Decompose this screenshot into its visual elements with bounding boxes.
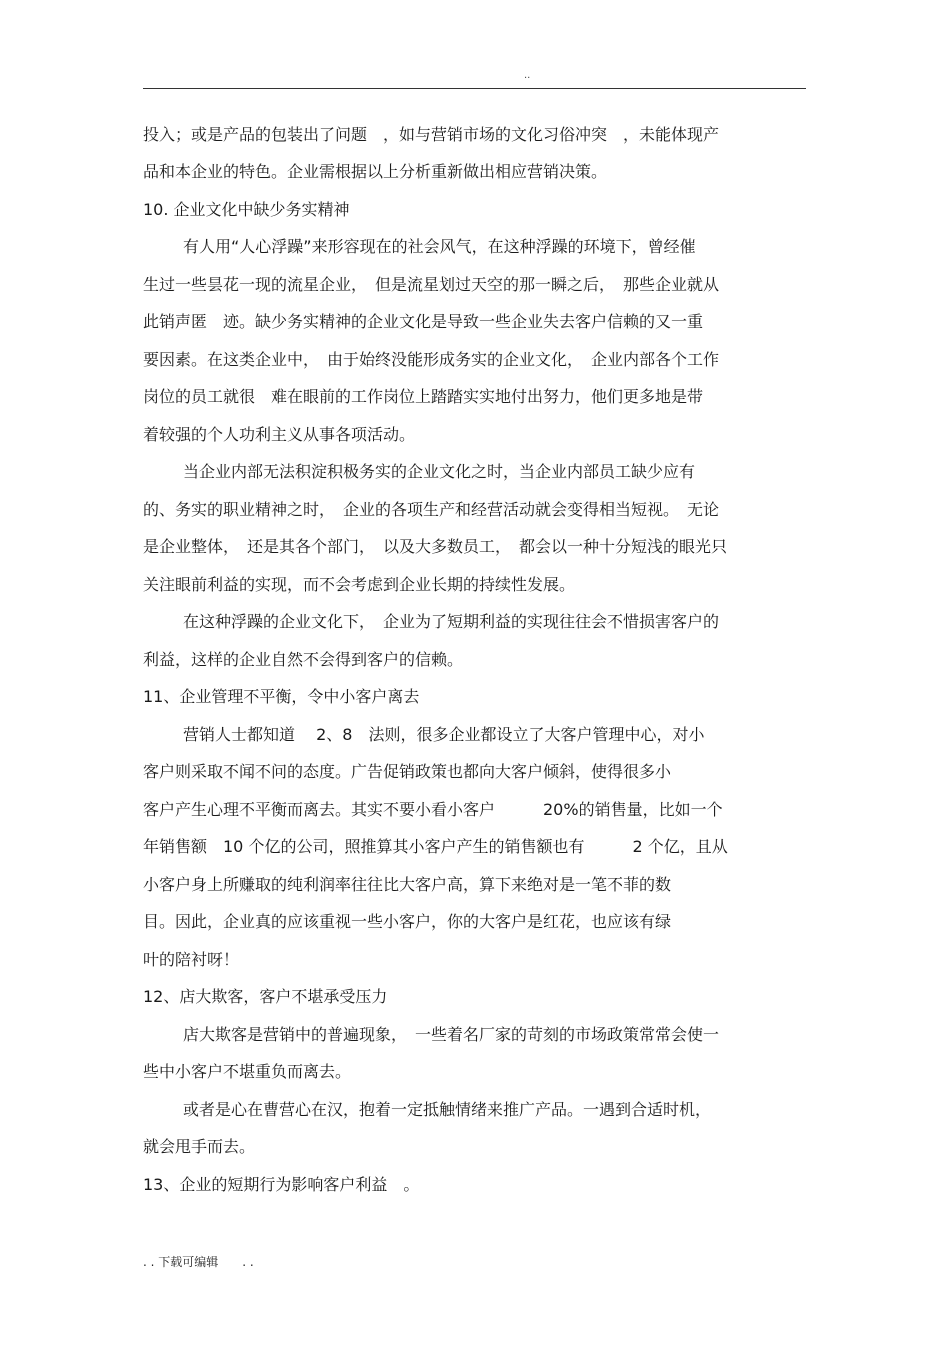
text-line: 年销售额 10 个亿的公司，照推算其小客户产生的销售额也有 2 个亿，且从	[143, 837, 728, 856]
header-rule	[143, 88, 806, 89]
text-line: 在这种浮躁的企业文化下， 企业为了短期利益的实现往往会不惜损害客户的	[183, 612, 720, 631]
text-line: 叶的陪衬呀！	[143, 950, 240, 969]
text-line: 些中小客户不堪重负而离去。	[143, 1062, 352, 1081]
text-line: 营销人士都知道 2、8 法则，很多企业都设立了大客户管理中心，对小	[183, 725, 705, 744]
text-line: 的、务实的职业精神之时， 企业的各项生产和经营活动就会变得相当短视。 无论	[143, 500, 720, 519]
section-heading-12: 12、店大欺客，客户不堪承受压力	[143, 987, 388, 1006]
text-line: 品和本企业的特色。企业需根据以上分析重新做出相应营销决策。	[143, 162, 608, 181]
text-line: 或者是心在曹营心在汉，抱着一定抵触情绪来推广产品。一遇到合适时机，	[183, 1100, 712, 1119]
text-line: 着较强的个人功利主义从事各项活动。	[143, 425, 416, 444]
text-line: 生过一些昙花一现的流星企业， 但是流星划过天空的那一瞬之后， 那些企业就从	[143, 275, 720, 294]
text-line: 有人用“人心浮躁”来形容现在的社会风气，在这种浮躁的环境下，曾经催	[183, 237, 696, 256]
text-line: 关注眼前利益的实现，而不会考虑到企业长期的持续性发展。	[143, 575, 576, 594]
text-line: 客户产生心理不平衡而离去。其实不要小看小客户 20%的销售量，比如一个	[143, 800, 723, 819]
section-heading-11: 11、企业管理不平衡，令中小客户离去	[143, 687, 420, 706]
text-line: 就会甩手而去。	[143, 1137, 256, 1156]
text-line: 岗位的员工就很 难在眼前的工作岗位上踏踏实实地付出努力，他们更多地是带	[143, 387, 704, 406]
text-line: 利益，这样的企业自然不会得到客户的信赖。	[143, 650, 464, 669]
text-line: 此销声匿 迹。缺少务实精神的企业文化是导致一些企业失去客户信赖的又一重	[143, 312, 704, 331]
section-heading-13: 13、企业的短期行为影响客户利益 。	[143, 1175, 420, 1194]
text-line: 当企业内部无法积淀积极务实的企业文化之时，当企业内部员工缺少应有	[183, 462, 696, 481]
text-line: 要因素。在这类企业中， 由于始终没能形成务实的企业文化， 企业内部各个工作	[143, 350, 720, 369]
text-line: 目。因此，企业真的应该重视一些小客户，你的大客户是红花，也应该有绿	[143, 912, 672, 931]
section-heading-10: 10. 企业文化中缺少务实精神	[143, 200, 350, 219]
text-line: 客户则采取不闻不问的态度。广告促销政策也都向大客户倾斜，使得很多小	[143, 762, 672, 781]
text-line: 小客户身上所赚取的纯利润率往往比大客户高，算下来绝对是一笔不菲的数	[143, 875, 672, 894]
page-footer: . . 下载可编辑 . .	[143, 1255, 254, 1269]
text-line: 投入；或是产品的包装出了问题 ，如与营销市场的文化习俗冲突 ，未能体现产	[143, 125, 720, 144]
header-mark: ..	[524, 70, 531, 81]
text-line: 是企业整体， 还是其各个部门， 以及大多数员工， 都会以一种十分短浅的眼光只	[143, 537, 728, 556]
text-line: 店大欺客是营销中的普遍现象， 一些着名厂家的苛刻的市场政策常常会使一	[183, 1025, 720, 1044]
